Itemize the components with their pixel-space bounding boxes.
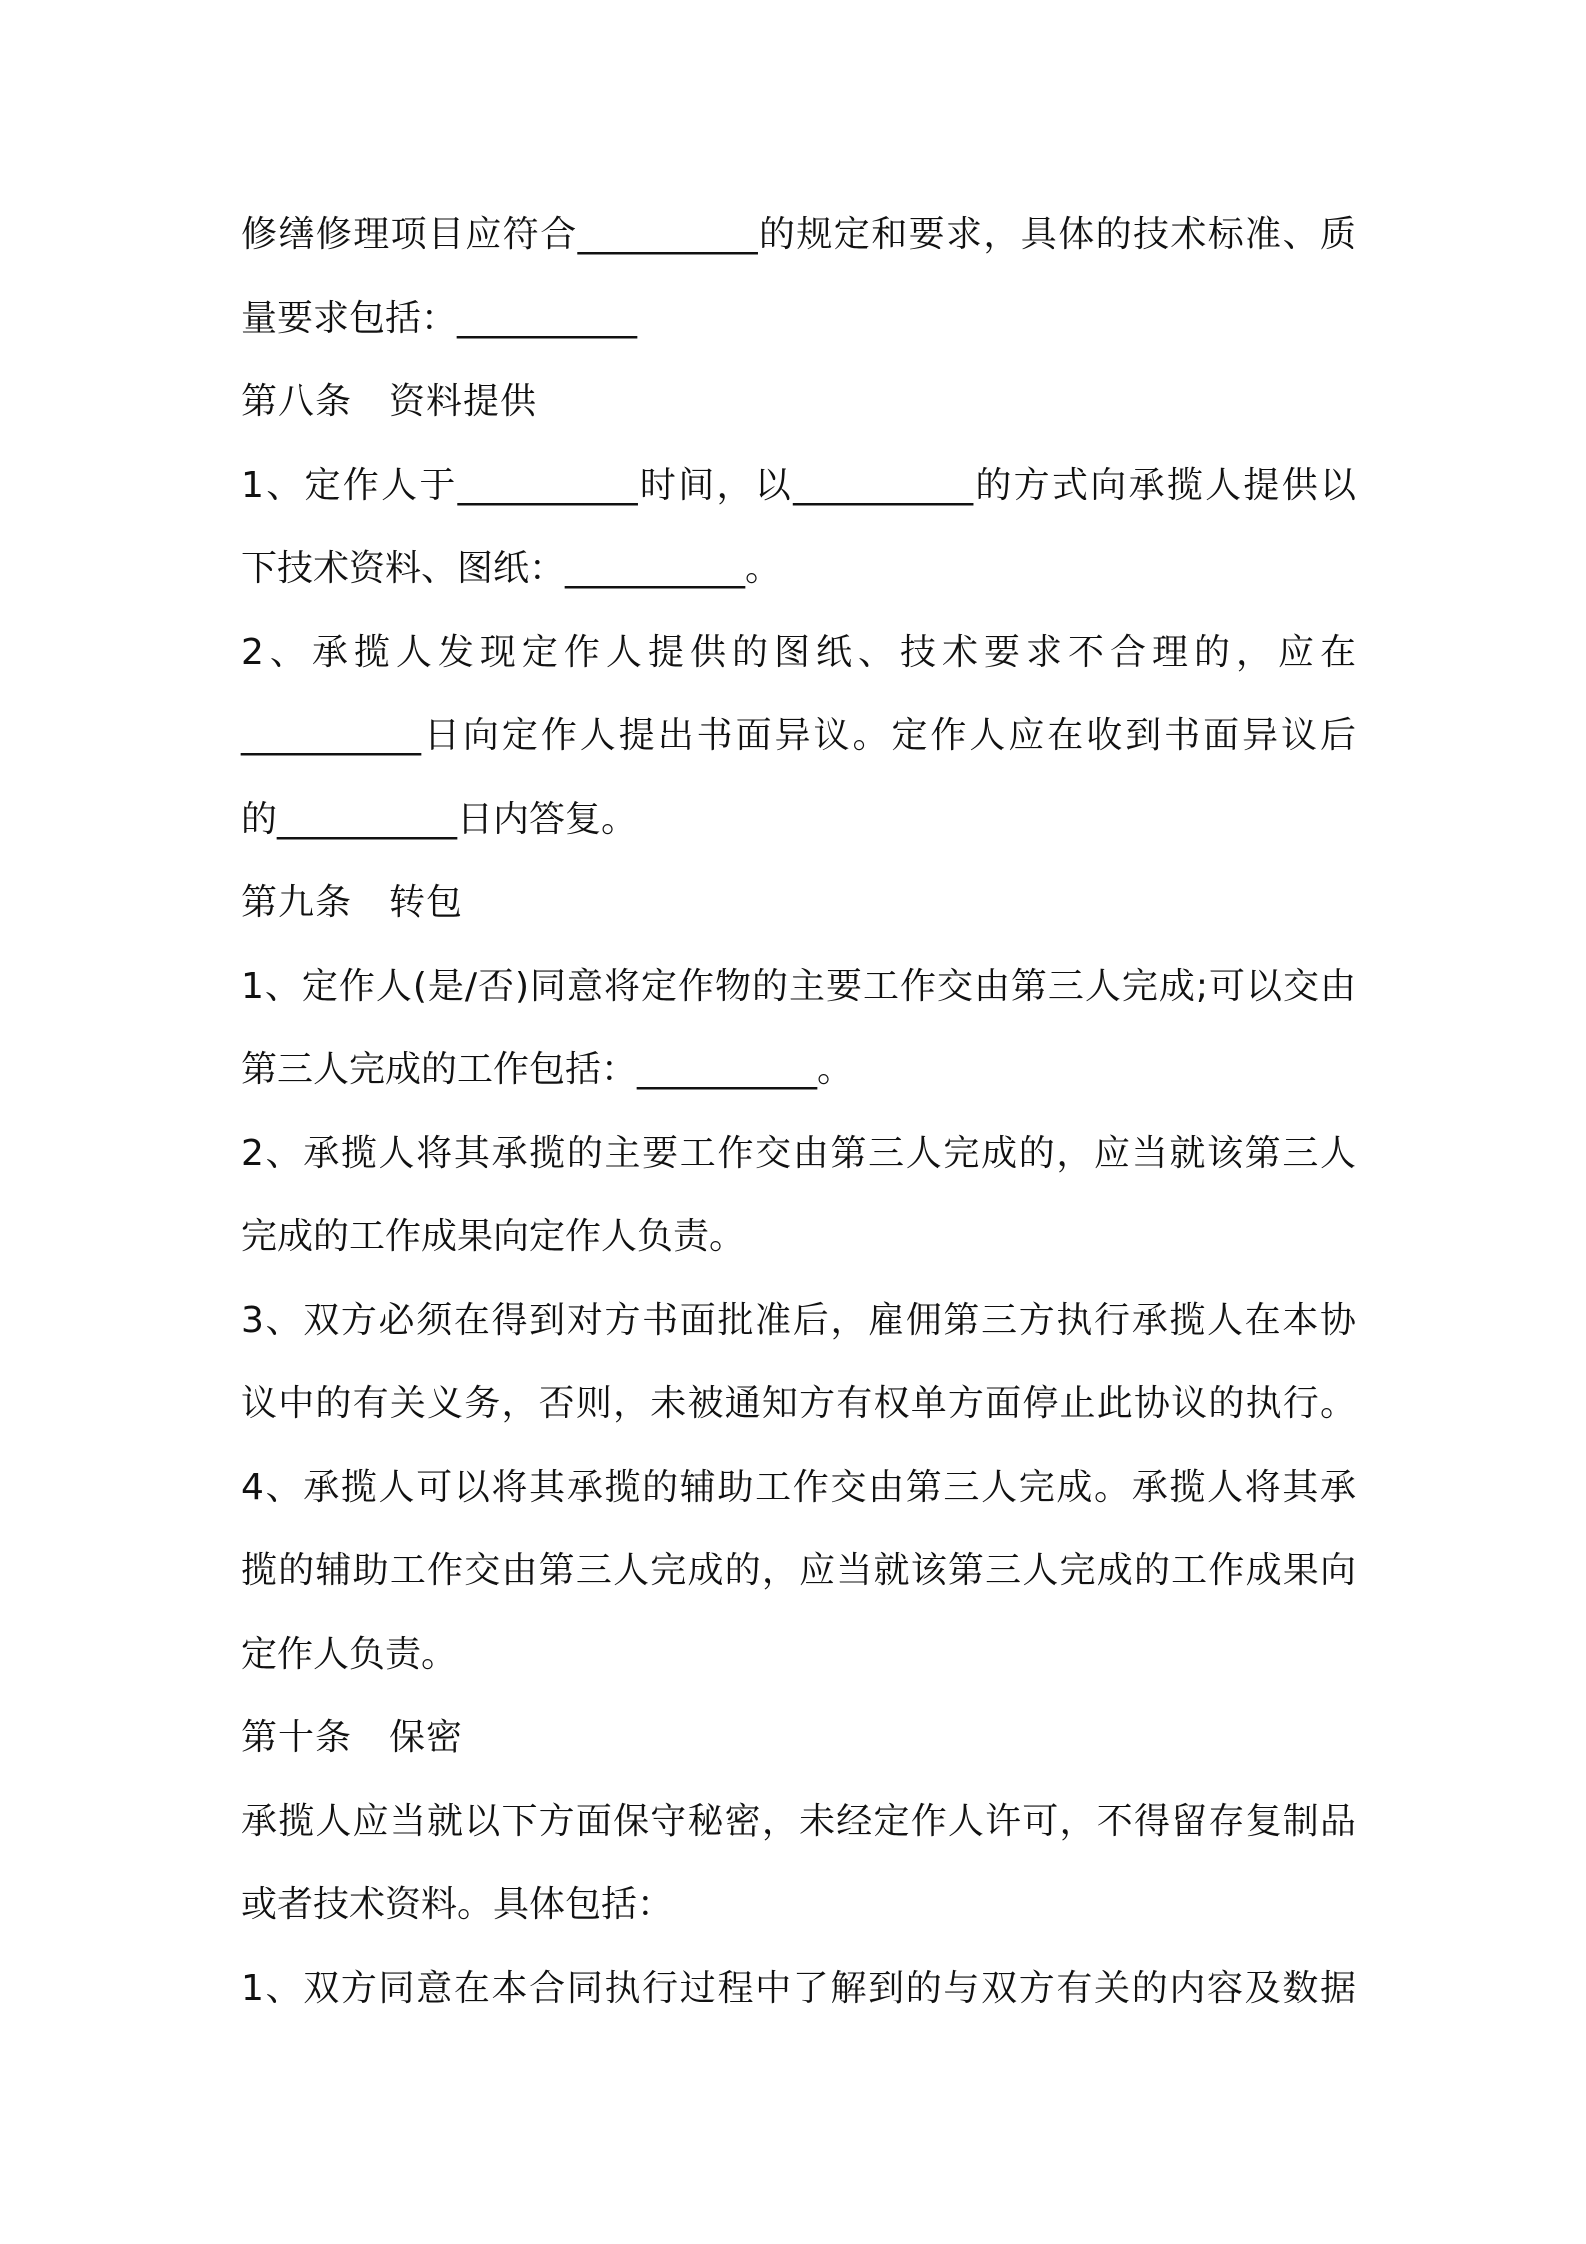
section-heading: 第九条 转包 bbox=[241, 882, 464, 923]
text-line: __________日向定作人提出书面异议。定作人应在收到书面异议后 bbox=[241, 715, 1356, 756]
text-line: 完成的工作成果向定作人负责。 bbox=[241, 1216, 746, 1257]
section-heading: 第十条 保密 bbox=[241, 1717, 464, 1758]
text-line: 量要求包括：__________ bbox=[241, 297, 638, 339]
text-line: 2、承揽人发现定作人提供的图纸、技术要求不合理的，应在 bbox=[241, 631, 1356, 673]
text-line: 修缮修理项目应符合__________的规定和要求，具体的技术标准、质 bbox=[241, 214, 1356, 255]
text-line: 4、承揽人可以将其承揽的辅助工作交由第三人完成。承揽人将其承 bbox=[241, 1466, 1356, 1508]
text-line: 承揽人应当就以下方面保守秘密，未经定作人许可，不得留存复制品 bbox=[241, 1800, 1356, 1842]
text-line: 3、双方必须在得到对方书面批准后，雇佣第三方执行承揽人在本协 bbox=[241, 1299, 1356, 1341]
section-heading: 第八条 资料提供 bbox=[241, 381, 538, 422]
text-line: 的__________日内答复。 bbox=[241, 798, 638, 840]
text-line: 或者技术资料。具体包括： bbox=[241, 1884, 674, 1925]
text-line: 下技术资料、图纸：__________。 bbox=[241, 548, 782, 589]
text-line: 议中的有关义务，否则，未被通知方有权单方面停止此协议的执行。 bbox=[241, 1383, 1356, 1424]
text-line: 1、双方同意在本合同执行过程中了解到的与双方有关的内容及数据 bbox=[241, 1967, 1356, 2009]
text-line: 第三人完成的工作包括：__________。 bbox=[241, 1049, 854, 1090]
document-body bbox=[241, 193, 1356, 2030]
text-line: 2、承揽人将其承揽的主要工作交由第三人完成的，应当就该第三人 bbox=[241, 1132, 1356, 1174]
text-line: 定作人负责。 bbox=[241, 1633, 458, 1675]
text-line: 1、定作人于__________时间，以__________的方式向承揽人提供以 bbox=[241, 464, 1356, 506]
text-line: 揽的辅助工作交由第三人完成的，应当就该第三人完成的工作成果向 bbox=[241, 1550, 1356, 1591]
text-line: 1、定作人(是/否)同意将定作物的主要工作交由第三人完成;可以交由 bbox=[241, 965, 1356, 1007]
